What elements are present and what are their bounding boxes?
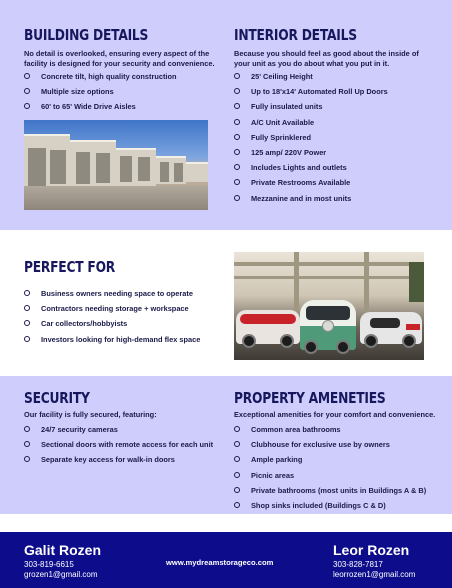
list-item: Business owners needing space to operate [24,289,200,298]
interior-details-heading: INTERIOR DETAILS [234,26,357,44]
bullet-icon [234,195,240,201]
garage-cars-photo [234,252,424,360]
list-item: Ample parking [234,455,426,464]
list-item: Shop sinks included (Buildings C & D) [234,501,426,510]
contact-left-phone[interactable]: 303-819-6615 [24,560,74,569]
bullet-icon [24,320,30,326]
list-item: Common area bathrooms [234,425,426,434]
perfect-for-heading: PERFECT FOR [24,258,116,276]
bullet-icon [24,290,30,296]
bullet-icon [234,73,240,79]
bullet-icon [24,336,30,342]
bullet-icon [234,88,240,94]
bullet-icon [24,103,30,109]
bullet-icon [24,88,30,94]
bullet-icon [234,472,240,478]
bullet-icon [24,305,30,311]
bullet-icon [234,149,240,155]
list-item: Car collectors/hobbyists [24,319,200,328]
perfect-for-list [24,289,200,344]
interior-details-list [234,72,388,203]
contact-right-phone[interactable]: 303-828-7817 [333,560,383,569]
list-item: Concrete tilt, high quality construction [24,72,177,81]
building-details-list [24,72,177,111]
property-amenities-intro: Exceptional amenities for your comfort and convenience. [234,410,436,419]
property-amenities-heading: PROPERTY AMENETIES [234,389,386,407]
list-item: Clubhouse for exclusive use by owners [234,440,426,449]
list-item: Sectional doors with remote access for each unit [24,440,213,449]
security-heading: SECURITY [24,389,90,407]
building-details-heading: BUILDING DETAILS [24,26,149,44]
bullet-icon [24,426,30,432]
list-item: Multiple size options [24,87,177,96]
website-link[interactable]: www.mydreamstorageco.com [166,558,274,567]
contact-right-email[interactable]: leorrozen1@gmail.com [333,570,416,579]
list-item: Includes Lights and outlets [234,163,388,172]
building-details-intro: No detail is overlooked, ensuring every aspect of the facility is designed for your security and convenience. [24,49,215,68]
list-item: Separate key access for walk-in doors [24,455,213,464]
list-item: 25' Ceiling Height [234,72,388,81]
security-intro: Our facility is fully secured, featuring: [24,410,157,419]
contact-right-name: Leor Rozen [333,542,410,558]
bullet-icon [234,119,240,125]
property-amenities-list [234,425,426,510]
bullet-icon [234,487,240,493]
list-item: 125 amp/ 220V Power [234,148,388,157]
list-item: Investors looking for high-demand flex space [24,335,200,344]
list-item: 60' to 65' Wide Drive Aisles [24,102,177,111]
bullet-icon [234,456,240,462]
list-item: Contractors needing storage + workspace [24,304,200,313]
list-item: Private Restrooms Available [234,178,388,187]
bullet-icon [234,164,240,170]
list-item: 24/7 security cameras [24,425,213,434]
interior-details-intro: Because you should feel as good about the inside of your unit as you do about what you put in it. [234,49,419,68]
bullet-icon [24,73,30,79]
storage-units-photo [24,120,208,210]
bullet-icon [234,134,240,140]
list-item: Private bathrooms (most units in Buildings A & B) [234,486,426,495]
list-item: Mezzanine and in most units [234,194,388,203]
list-item: Up to 18'x14' Automated Roll Up Doors [234,87,388,96]
bullet-icon [234,103,240,109]
security-list [24,425,213,464]
bullet-icon [24,456,30,462]
list-item: Fully Sprinklered [234,133,388,142]
bullet-icon [24,441,30,447]
list-item: Picnic areas [234,471,426,480]
bullet-icon [234,502,240,508]
list-item: Fully insulated units [234,102,388,111]
bullet-icon [234,179,240,185]
bullet-icon [234,426,240,432]
contact-left-name: Galit Rozen [24,542,102,558]
list-item: A/C Unit Available [234,118,388,127]
bullet-icon [234,441,240,447]
contact-left-email[interactable]: grozen1@gmail.com [24,570,98,579]
